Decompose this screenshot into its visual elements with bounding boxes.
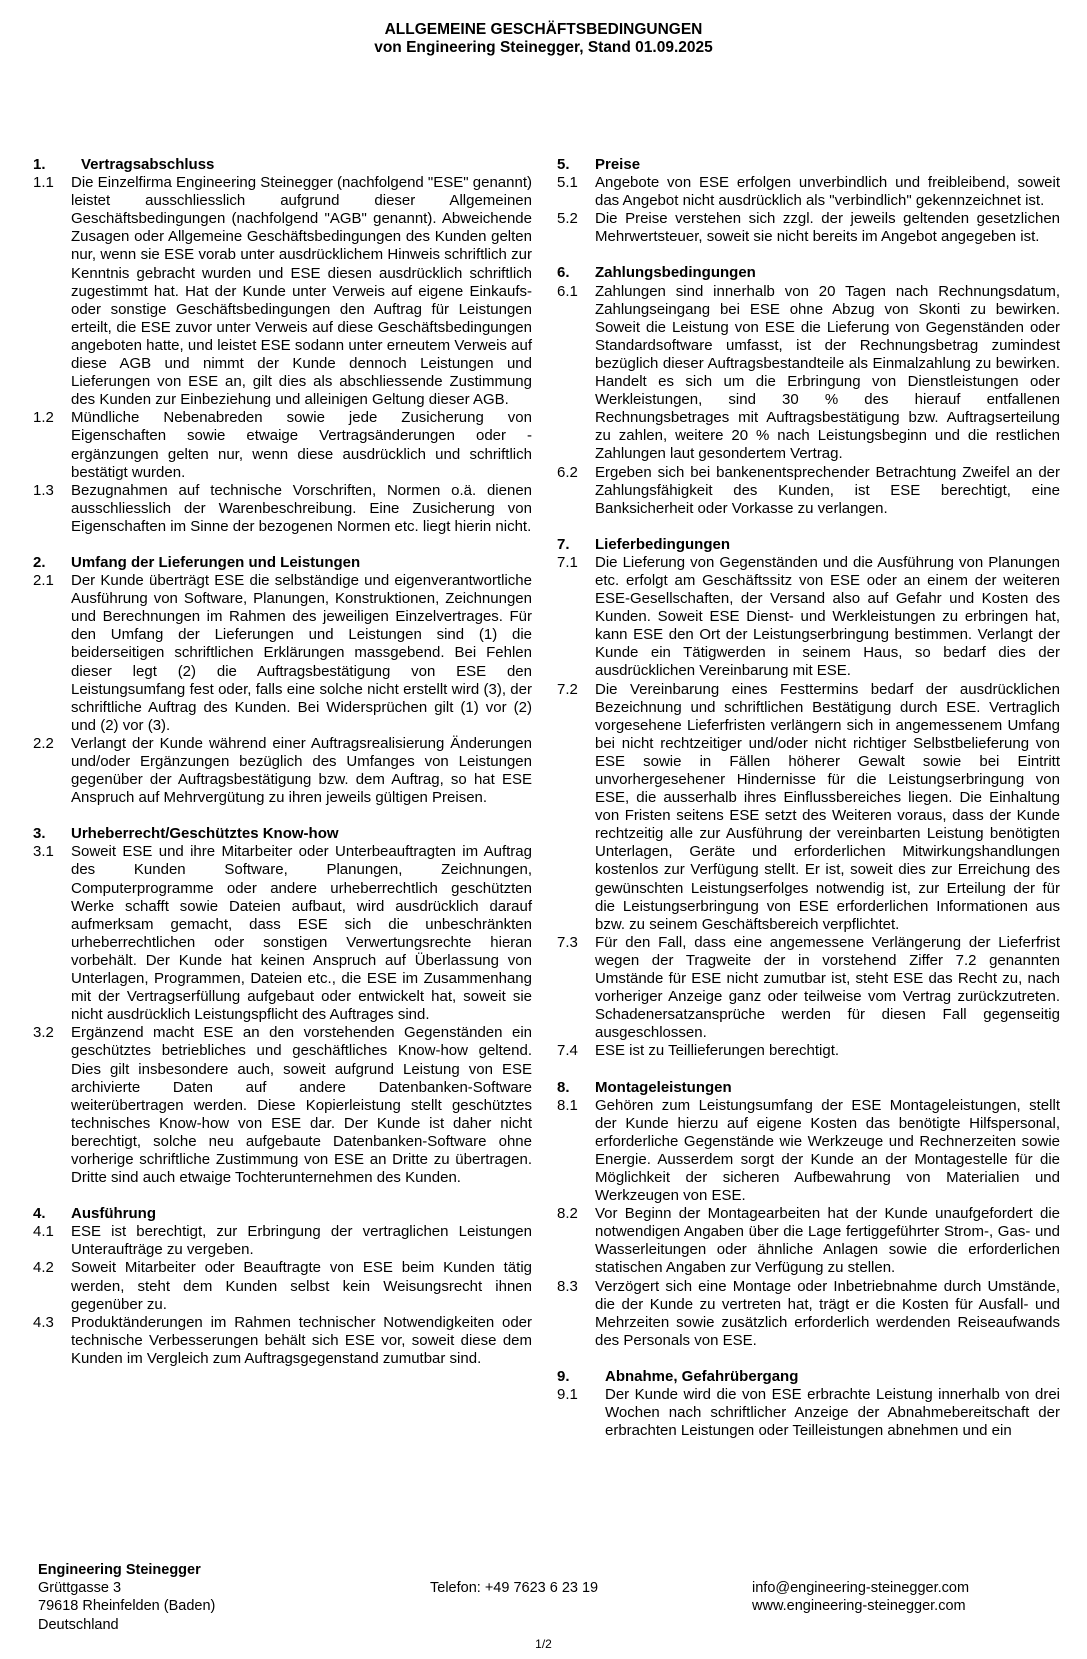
clause-number: 2.1 (33, 572, 54, 590)
section-heading (557, 264, 1060, 282)
section-number: 5. (557, 156, 570, 173)
clause (33, 409, 532, 481)
clause-text: Ergeben sich bei bankenentsprechender Betrachtung Zweifel an der Zahlungsfähigkeit des Kunden, ist ESE berechtigt, eine Banksicherheit oder Vorkasse zu verlangen. (595, 463, 1060, 517)
section-8 (557, 1079, 1060, 1350)
clause-text: Der Kunde überträgt ESE die selbständige und eigenverantwortliche Ausführung von Software, Planungen, Konstruktionen, Zeichnungen und Berechnungen im Rahmen des jeweiligen Einzelvertrages. Für den Umfang der Lieferungen und Leistungen sind (1) die beiderseitigen schriftlichen Erklärungen massgebend. Bei Fehlen dieser legt (2) die Auftragsbestätigung von ESE den Leistungsumfang fest oder, falls eine solche nicht erstellt wird (3), der schriftliche Auftrag des Kunden. Bei Widersprüchen gilt (1) vor (2) und (2) vor (3). (71, 572, 532, 734)
section-heading (33, 1205, 532, 1223)
clause-number: 1.1 (33, 174, 54, 192)
section-number: 7. (557, 535, 570, 553)
clause (33, 572, 532, 735)
right-column (557, 156, 1060, 1458)
footer-city: 79618 Rheinfelden (Baden) (38, 1598, 216, 1615)
clause-number: 8.2 (557, 1205, 578, 1223)
document-subtitle: von Engineering Steinegger, Stand 01.09.2025 (374, 39, 713, 56)
section-title: Preise (595, 156, 641, 173)
clause (33, 1314, 532, 1368)
section-1 (33, 156, 532, 536)
clause-number: 7.1 (557, 553, 578, 571)
footer-contact (752, 1579, 969, 1615)
clause (557, 1278, 1060, 1350)
clause-number: 6.1 (557, 282, 578, 300)
clause-number: 3.2 (33, 1024, 54, 1042)
section-title: Lieferbedingungen (595, 535, 730, 553)
clause (557, 210, 1060, 246)
clause-text: Verzögert sich eine Montage oder Inbetriebnahme durch Umstände, die der Kunde zu vertreten hat, trägt er die Kosten für Ausfall- und Mehrzeiten sowie zusätzlich erforderlich werdenden Reiseaufwands des Personals von ESE. (595, 1277, 1060, 1349)
clause-number: 4.1 (33, 1223, 54, 1241)
clause-number: 4.3 (33, 1313, 54, 1331)
clause-number: 9.1 (557, 1386, 578, 1403)
clause-text: Mündliche Nebenabreden sowie jede Zusicherung von Eigenschaften sowie etwaige Vertragsänderungen oder -ergänzungen gelten nur, wenn diese ausdrücklich und schriftlich bestätigt wurden. (71, 409, 532, 481)
section-number: 8. (557, 1078, 570, 1096)
footer-email-link[interactable]: info@engineering-steinegger.com (752, 1580, 970, 1596)
clause (33, 174, 532, 409)
document-title: ALLGEMEINE GESCHÄFTSBEDINGUNGEN (384, 21, 703, 38)
section-heading (557, 156, 1060, 174)
clause-text: Produktänderungen im Rahmen technischer Notwendigkeiten oder technische Verbesserungen behält sich ESE vor, soweit diese dem Kunden im Vergleich zum Auftragsgegenstand zumutbar sind. (71, 1313, 532, 1367)
section-heading (33, 156, 532, 174)
footer-street: Grüttgasse 3 (38, 1580, 122, 1597)
clause (557, 681, 1060, 934)
clause-number: 5.1 (557, 174, 578, 192)
section-5 (557, 156, 1060, 246)
section-heading (557, 1079, 1060, 1097)
clause (33, 843, 532, 1024)
section-number: 1. (33, 156, 46, 173)
clause-number: 1.2 (33, 409, 54, 427)
footer-phone: Telefon: +49 7623 6 23 19 (430, 1580, 599, 1596)
clause (33, 735, 532, 807)
left-column (33, 156, 532, 1386)
section-title: Zahlungsbedingungen (595, 264, 756, 282)
section-number: 6. (557, 264, 570, 282)
section-number: 3. (33, 825, 46, 843)
clause-text: Soweit Mitarbeiter oder Beauftragte von ESE beim Kunden tätig werden, steht dem Kunden selbst kein Weisungsrecht ihnen gegenüber zu. (71, 1259, 532, 1313)
clause-text: ESE ist zu Teillieferungen berechtigt. (595, 1042, 840, 1060)
section-2 (33, 554, 532, 807)
clause-text: ESE ist berechtigt, zur Erbringung der vertraglichen Leistungen Unteraufträge zu vergeben. (71, 1223, 532, 1259)
clause-number: 8.3 (557, 1277, 578, 1295)
clause (33, 482, 532, 536)
clause (33, 1259, 532, 1313)
clause (557, 554, 1060, 681)
section-number: 4. (33, 1205, 46, 1223)
section-number: 2. (33, 553, 46, 571)
section-heading (557, 1368, 1060, 1386)
document-header (0, 21, 1087, 57)
clause (33, 1223, 532, 1259)
page-number: 1/2 (535, 1637, 552, 1651)
section-heading (557, 536, 1060, 554)
section-4 (33, 1205, 532, 1368)
section-6 (557, 264, 1060, 517)
clause-text: Der Kunde wird die von ESE erbrachte Leistung innerhalb von drei Wochen nach schriftlicher Anzeige der Abnahmebereitschaft der erbrachten Leistungen oder Teilleistungen abnehmen und ein (605, 1386, 1060, 1440)
clause-number: 6.2 (557, 463, 578, 481)
clause-number: 3.1 (33, 843, 54, 861)
clause-text: Ergänzend macht ESE an den vorstehenden Gegenständen ein geschütztes betriebliches und geschäftliches Know-how geltend. Dies gilt insbesondere auch, soweit aufgrund Leistung von ESE archivierte Daten auf andere Datenbanken-Software weiterübertragen werden. Diese Kopierleistung stellt geschütztes technisches Know-how von ESE dar. Der Kunde ist daher nicht berechtigt, solche neu aufgebaute Datenbanken-Software ohne vorherige schriftliche Zustimmung von ESE an Dritte zu übertragen. Dritte sind auch etwaige Tochterunternehmen des Kunden. (71, 1024, 532, 1187)
section-title: Umfang der Lieferungen und Leistungen (71, 553, 361, 571)
clause (557, 1205, 1060, 1277)
clause-number: 5.2 (557, 210, 578, 228)
section-7 (557, 536, 1060, 1061)
footer-website-link[interactable]: www.engineering-steinegger.com (752, 1598, 966, 1615)
clause-number: 2.2 (33, 734, 54, 752)
clause-number: 7.3 (557, 933, 578, 951)
clause-number: 7.2 (557, 680, 578, 698)
clause-text: Vor Beginn der Montagearbeiten hat der Kunde unaufgefordert die notwendigen Angaben über die Lage fertiggeführter Strom-, Gas- und Wasserleitungen oder ähnliche Anlagen sowie die erforderlichen statischen Angaben zur Verfügung zu stellen. (595, 1205, 1060, 1277)
clause-text: Die Lieferung von Gegenständen und die Ausführung von Planungen etc. erfolgt am Geschäftssitz von ESE oder an einem der weiteren ESE-Gesellschaften, der Versand also auf Gefahr und Kosten des Kunden. Soweit ESE Dienst- und Werkleistungen zu erbringen hat, kann ESE den Ort der Leistungserbringung bestimmen. Verlangt der Kunde ein Tätigwerden in seinem Haus, so bedarf dies der ausdrücklichen Vereinbarung mit ESE. (595, 553, 1060, 680)
clause-text: Angebote von ESE erfolgen unverbindlich und freibleibend, soweit das Angebot nicht ausdrücklich als "verbindlich" gekennzeichnet ist. (595, 174, 1060, 210)
section-9 (557, 1368, 1060, 1440)
section-number: 9. (557, 1367, 570, 1385)
footer-address (38, 1561, 398, 1634)
clause-text: Verlangt der Kunde während einer Auftragsrealisierung Änderungen und/oder Ergänzungen bezüglich des Umfanges von Leistungen gegenüber der Auftragsbestätigung bzw. dem Auftrag, so hat ESE Anspruch auf Mehrvergütung zu ihren jeweils gültigen Preisen. (71, 734, 532, 807)
footer-company: Engineering Steinegger (38, 1562, 201, 1578)
clause (557, 1097, 1060, 1206)
clause-text: Für den Fall, dass eine angemessene Verlängerung der Lieferfrist wegen der Tragweite der in vorstehend Ziffer 7.2 genannten Umstände für ESE nicht zumutbar ist, steht ESE das Recht zu, nach vorheriger Anzeige ganz oder teilweise vom Vertrag zurückzutreten. Schadenersatzansprüche werden für diesen Fall gegenseitig ausgeschlossen. (595, 933, 1060, 1042)
clause-text: Die Vereinbarung eines Festtermins bedarf der ausdrücklichen Bezeichnung und schriftlichen Bestätigung durch ESE. Vertraglich vorgesehene Lieferfristen verlängern sich in angemessenem Umfang bei nicht rechtzeitiger und/oder nicht richtiger Selbstbelieferung von ESE sowie in Fällen höherer Gewalt sowie bei Eintritt unvorhergesehener Hindernisse für die Leistungserbringung von ESE, die ausserhalb ihres Einflussbereiches liegen. Die Einhaltung von Fristen seitens ESE setzt des Weiteren voraus, dass der Kunde rechtzeitig alle zur Ausführung der vereinbarten Leistung benötigten Unterlagen, Geräte und erforderlichen Mitwirkungshandlungen kostenlos zur Verfügung stellt. Er ist, soweit dies zur Erreichung des gewünschten Leistungserfolges notwendig ist, zur Erteilung der für die Leistungserbringung von ESE erforderlichen Informationen aus bzw. zu seinem Geschäftsbereich verpflichtet. (595, 680, 1060, 933)
clause (33, 1024, 532, 1187)
clause (557, 1386, 1060, 1440)
section-title: Ausführung (71, 1205, 156, 1223)
section-title: Abnahme, Gefahrübergang (605, 1367, 799, 1385)
clause-number: 8.1 (557, 1096, 578, 1114)
clause-text: Bezugnahmen auf technische Vorschriften, Normen o.ä. dienen ausschliesslich der Warenbeschreibung. Eine Zusicherung von Eigenschaften im Sinne der bezogenen Normen etc. liegt hierin nicht. (71, 481, 532, 535)
clause-text: Die Einzelfirma Engineering Steinegger (nachfolgend "ESE" genannt) leistet ausschliesslich aufgrund dieser Allgemeinen Geschäftsbedingungen (nachfolgend "AGB" genannt). Abweichende Zusagen oder Allgemeine Geschäftsbedingungen des Kunden gelten nur, wenn sie ESE vorab unter ausdrücklichem Hinweis schriftlich zur Kenntnis gebracht wurden und ESE diesen ausdrücklich schriftlich zugestimmt hat. Hat der Kunde unter Verweis auf eigene Einkaufs- oder sonstige Geschäftsbedingungen den Auftrag für Leistungen erteilt, die ESE zuvor unter Verweis auf diese Geschäftsbedingungen angeboten hatte, und leistet ESE sodann unter erneutem Verweis auf diese AGB und nimmt der Kunde dennoch Leistungen und Lieferungen von ESE an, gilt dies als abschliessende Zustimmung des Kunden zur Einbeziehung und alleinigen Geltung dieser AGB. (71, 174, 532, 409)
section-title: Vertragsabschluss (81, 156, 215, 173)
clause (557, 1042, 1060, 1060)
clause-number: 4.2 (33, 1259, 54, 1277)
clause-text: Zahlungen sind innerhalb von 20 Tagen nach Rechnungsdatum, Zahlungseingang bei ESE ohne Abzug von Skonti zu bewirken. Soweit die Leistung von ESE die Lieferung von Gegenständen oder Standardsoftware umfasst, ist der Rechnungsbetrag zumindest bezüglich dieser Auftragsbestandteile als Einmalzahlung zu bewirken. Handelt es sich um die Erbringung von Dienstleistungen oder Werkleistungen, sind 30 % des hierauf entfallenen Rechnungsbetrages mit Auftragsbestätigung bzw. Auftragserteilung zu zahlen, weitere 20 % nach Leistungsbeginn und die restlichen Zahlungen laut gesondertem Vertrag. (595, 282, 1060, 463)
clause-text: Soweit ESE und ihre Mitarbeiter oder Unterbeauftragten im Auftrag des Kunden Software, Planungen, Zeichnungen, Computerprogramme oder andere urheberrechtlich geschützten Werke schafft sowie Dateien aufbaut, wird ausdrücklich darauf aufmerksam gemacht, dass ESE sich die unbeschränkten urheberrechtlichen oder sonstigen Verwertungsrechte hieran vorbehält. Der Kunde hat keinen Anspruch auf Überlassung von Unterlagen, Programmen, Dateien etc., die ESE im Zusammenhang mit der Vertragserfüllung aufgebaut oder entwickelt hat, soweit sie nicht ausdrücklich Leistungspflicht des Auftrages sind. (71, 843, 532, 1024)
clause (557, 283, 1060, 464)
clause-number: 7.4 (557, 1042, 578, 1060)
section-heading (33, 825, 532, 843)
footer-country: Deutschland (38, 1616, 119, 1633)
clause-number: 1.3 (33, 481, 54, 499)
section-title: Montageleistungen (595, 1078, 732, 1096)
clause (557, 934, 1060, 1043)
clause-text: Die Preise verstehen sich zzgl. der jeweils geltenden gesetzlichen Mehrwertsteuer, soweit sie nicht bereits im Angebot angegeben ist. (595, 210, 1060, 246)
section-3 (33, 825, 532, 1187)
clause-text: Gehören zum Leistungsumfang der ESE Montageleistungen, stellt der Kunde hierzu auf eigene Kosten das benötigte Hilfspersonal, erforderliche Gegenstände wie Werkzeuge und Rechnerzeiten sowie Energie. Ausserdem sorgt der Kunde an der Montagestelle für die Möglichkeit der sicheren Aufbewahrung von Materialien und Werkzeugen von ESE. (595, 1096, 1060, 1205)
clause (557, 174, 1060, 210)
clause (557, 464, 1060, 518)
section-title: Urheberrecht/Geschütztes Know-how (71, 825, 339, 843)
section-heading (33, 554, 532, 572)
